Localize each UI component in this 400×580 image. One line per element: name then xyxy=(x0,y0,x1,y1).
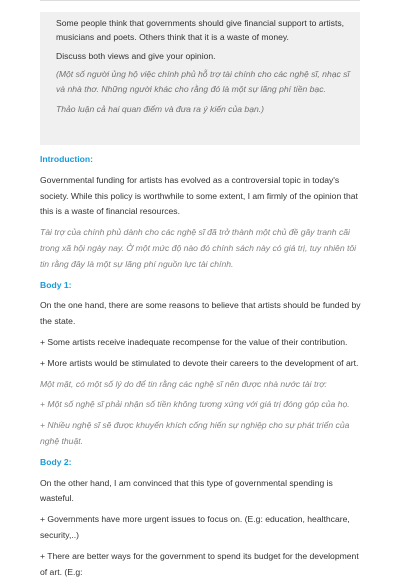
prompt-task: Discuss both views and give your opinion. xyxy=(56,50,216,61)
body1-point-2-translation: + Nhiều nghệ sĩ sẽ được khuyến khích cống hiến sự nghiệp cho sự phát triển của nghệ thuật. xyxy=(40,420,350,446)
body1-point-2: + More artists would be stimulated to devote their careers to the development of art. xyxy=(40,357,359,368)
top-divider xyxy=(40,0,360,1)
body2-point-2: + There are better ways for the government to spend its budget for the development of art. (E.g: xyxy=(40,550,359,577)
essay-prompt-box xyxy=(40,12,360,145)
body1-point-1: + Some artists receive inadequate recompense for the value of their contribution. xyxy=(40,336,348,347)
introduction-heading: Introduction: xyxy=(40,154,93,164)
body1-heading: Body 1: xyxy=(40,279,72,290)
body2-heading: Body 2: xyxy=(40,456,72,467)
body2-text: On the other hand, I am convinced that this type of governmental spending is wasteful. xyxy=(40,477,333,504)
body1-text: On the one hand, there are some reasons to believe that artists should be funded by the state. xyxy=(40,300,361,327)
body1-translation: Một mặt, có một số lý do để tin rằng các nghệ sĩ nên được nhà nước tài trợ: xyxy=(40,378,327,389)
prompt-translation: (Một số người ủng hộ việc chính phủ hỗ trợ tài chính cho các nghệ sĩ, nhạc sĩ và nhà thơ. Những người khác cho rằng đó là một sự lãng phí tiền bạc. xyxy=(56,69,350,94)
prompt-task-translation: Thảo luận cả hai quan điểm và đưa ra ý kiến của bạn.) xyxy=(56,104,265,115)
body1-point-1-translation: + Một số nghệ sĩ phải nhận số tiền không tương xứng với giá trị đóng góp của họ. xyxy=(40,399,350,410)
prompt-statement: Some people think that governments should give financial support to artists, musicians and poets. Others think that it is a waste of money. xyxy=(56,18,345,43)
introduction-translation: Tài trợ của chính phủ dành cho các nghệ sĩ đã trở thành một chủ đề gây tranh cãi trong xã hội ngày nay. Ở một mức độ nào đó chính sách này có giá trị, tuy nhiên tôi tin rằng đây là một sự lãng phí nguồn lực tài chính. xyxy=(40,227,357,269)
introduction-text: Governmental funding for artists has evolved as a controversial topic in today's society. While this policy is worthwhile to some extent, I am firmly of the opinion that this is a waste of financial resources. xyxy=(40,174,358,217)
essay-content xyxy=(40,152,362,580)
body2-point-1: + Governments have more urgent issues to focus on. (E.g: education, healthcare, security,..) xyxy=(40,514,350,540)
